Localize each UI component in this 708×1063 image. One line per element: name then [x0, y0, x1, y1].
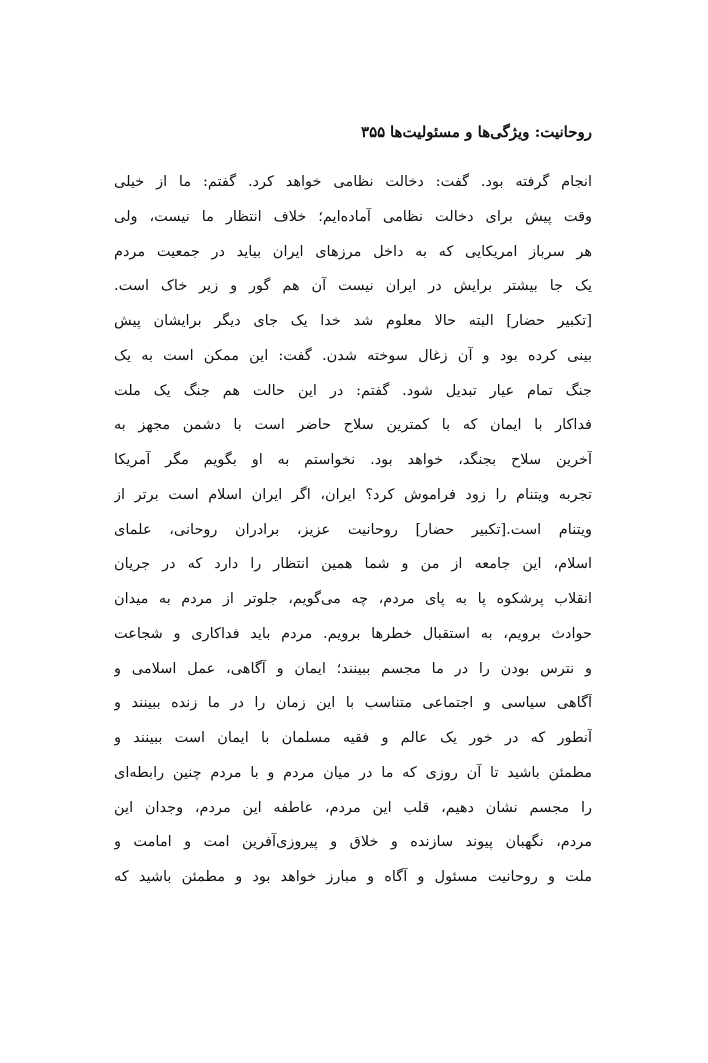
text-line: مطمئن باشید تا آن روزی که ما در میان مردم و با مردم چنین رابطه‌ای	[114, 764, 592, 781]
text-line: [تکبیر حضار] البته حالا معلوم شد خدا یک جای دیگر برایشان پیش	[114, 313, 592, 329]
text-line: وقت پیش برای دخالت نظامی آماده‌ایم؛ خلاف انتظار ما نیست، ولی	[114, 208, 592, 225]
running-header	[116, 121, 592, 143]
text-line: تجربه ویتنام را زود فراموش کرد؟ ایران، اگر ایران اسلام است برتر از	[114, 486, 592, 503]
text-line: ویتنام است.[تکبیر حضار] روحانیت عزیز، برادران روحانی، علمای	[114, 521, 592, 538]
text-line: اسلام، این جامعه از من و شما همین انتظار را دارد که در جریان	[114, 556, 592, 573]
text-line: آخرین سلاح بجنگد، خواهد بود. نخواستم به او بگویم مگر آمریکا	[114, 452, 592, 468]
text-line: حوادث برویم، به استقبال خطرها برویم. مردم باید فداکاری و شجاعت	[114, 625, 592, 642]
text-line: یک جا بیشتر برایش در ایران نیست آن هم گور و زیر خاک است.	[114, 278, 592, 295]
text-line: و نترس بودن را در ما مجسم ببینند؛ ایمان و آگاهی، عمل اسلامی و	[114, 660, 592, 677]
text-line: فداکار با ایمان که با کمترین سلاح حاضر است با دشمن مجهز به	[114, 417, 592, 434]
page-number: ۳۵۵	[361, 123, 386, 141]
text-line: هر سرباز امریکایی که به داخل مرزهای ایران بیاید در جمعیت مردم	[114, 243, 592, 260]
text-line: مردم، نگهبان پیوند سازنده و خلاق و پیروزی‌آفرین امت و امامت و	[114, 834, 592, 851]
text-line: انجام گرفته بود. گفت: دخالت نظامی خواهد کرد. گفتم: ما از خیلی	[114, 174, 592, 190]
body-text	[114, 170, 592, 900]
text-line: را مجسم نشان دهیم، قلب این مردم، عاطفه این مردم، وجدان این	[114, 799, 592, 816]
text-line: جنگ تمام عیار تبدیل شود. گفتم: در این حالت هم جنگ یک ملت	[114, 382, 592, 399]
running-title: روحانیت: ویژگی‌ها و مسئولیت‌ها	[389, 123, 592, 141]
text-line: بینی کرده بود و آن زغال سوخته شدن. گفت: این ممکن است به یک	[114, 347, 592, 364]
text-line: ملت و روحانیت مسئول و آگاه و مبارز خواهد بود و مطمئن باشید که	[114, 869, 592, 885]
text-line: آگاهی سیاسی و اجتماعی متناسب با این زمان را در ما زنده ببینند و	[114, 695, 592, 712]
text-line: آنطور که در خور یک عالم و فقیه مسلمان با ایمان است ببینند و	[114, 730, 592, 746]
text-line: انقلاب پرشکوه پا به پای مردم، چه می‌گویم، جلوتر از مردم به میدان	[114, 591, 592, 607]
